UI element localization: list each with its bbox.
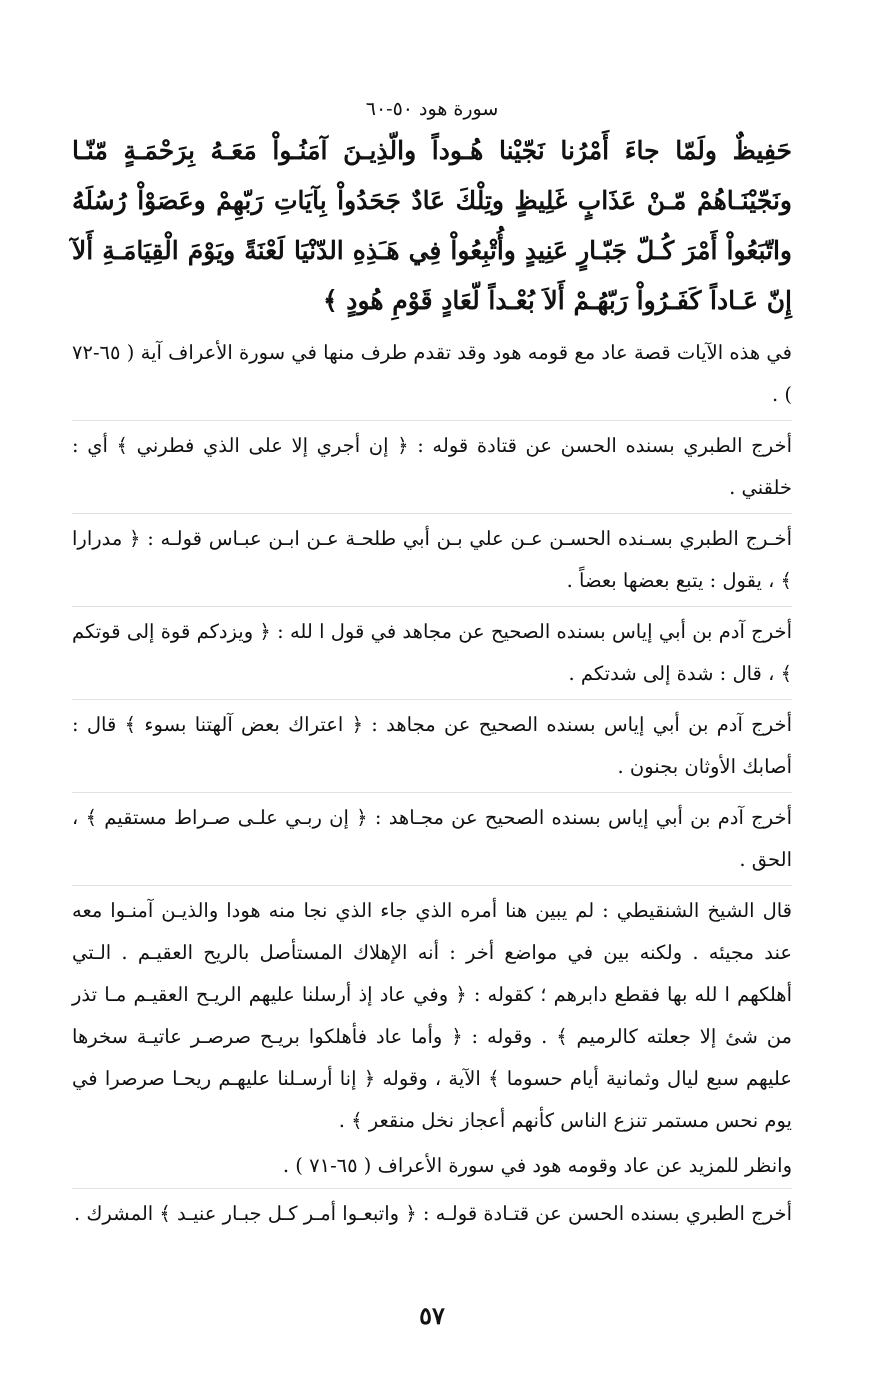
paragraph-mujahid-path: أخرج آدم بن أبي إياس بسنده الصحيح عن مجـاهد : ﴿ إن ربـي علـى صـراط مستقيم ﴾ ، الحق . (72, 806, 792, 871)
paragraph-shanqiti: قال الشيخ الشنقيطي : لم يبين هنا أمره الذي جاء الذي نجا منه هودا والذيـن آمنـوا معه عند مجيئه . ولكنه بين في مواضع أخر : أنه الإهلاك المستأصل بالريح العقيـم . الـتي أهلكهم ا لله بها فقطع دابرهم ؛ كقوله : ﴿ وفي عاد إذ أرسلنا عليهم الريـح العقيـم مـا تذر من شئ إلا جعلته كالرميم ﴾ . وقوله : ﴿ وأما عاد فأهلكوا بريـح صرصـر عاتيـة سخرها عليهم سبع ليال وثمانية أيام حسوما ﴾ الآية ، وقوله ﴿ إنا أرسـلنا عليهـم ريحـا صرصرا في يوم نحس مستمر تنزع الناس كأنهم أعجاز نخل منقعر ﴾ . (72, 899, 792, 1132)
quran-verses: حَفِيظٌ ولَمّا جاءَ أَمْرُنا نَجّيْنا هُـوداً والّذِيـنَ آمَنُـواْ مَعَـهُ بِرَحْمَـةٍ مّنّـا ونَجّيْنَـاهُمْ مّـنْ عَذَابٍ غَلِيظٍ وتِلْكَ عَادٌ جَحَدُواْ بِآيَاتِ رَبّهِمْ وعَصَوْاْ رُسُلَهُ واتّبَعُواْ أَمْرَ كُـلّ جَبّـارٍ عَنِيدٍ وأُتْبِعُواْ فِي هَـَذِهِ الدّنْيَا لَعْنَةً ويَوْمَ الْقِيَامَـةِ أَلآ إِنّ عَـاداً كَفَـرُواْ رَبّهُـمْ أَلاَ بُعْـداً لّعَادٍ قَوْمِ هُودٍ ﴾ (72, 136, 792, 315)
paragraph-mujahid-strength: أخرج آدم بن أبي إياس بسنده الصحيح عن مجاهد في قول ا لله : ﴿ ويزدكم قوة إلى قوتكم ﴾ ، قال : شدة إلى شدتكم . (72, 620, 792, 685)
paragraph-see-also: وانظر للمزيد عن عاد وقومه هود في سورة الأعراف ( ٦٥-٧١ ) . (282, 1154, 792, 1177)
paragraph-intro: في هذه الآيات قصة عاد مع قومه هود وقد تقدم طرف منها في سورة الأعراف آية ( ٦٥-٧٢ ) . (72, 341, 792, 406)
paragraph-divider (72, 792, 792, 793)
paragraph-tabari-follow: أخرج الطبري بسنده الحسن عن قتـادة قولـه : ﴿ واتبعـوا أمـر كـل جبـار عنيـد ﴾ المشرك . (73, 1202, 792, 1225)
paragraph-ibn-abbas: أخـرج الطبري بسـنده الحسـن عـن علي بـن أبي طلحـة عـن ابـن عبـاس قولـه : ﴿ مدرارا ﴾ ، يقول : يتبع بعضها بعضاً . (72, 527, 792, 592)
paragraph-divider (72, 606, 792, 607)
paragraph-divider (72, 885, 792, 886)
paragraph-divider (72, 513, 792, 514)
running-header: سورة هود ٥٠-٦٠ (365, 98, 499, 120)
document-page (72, 96, 792, 1356)
paragraph-divider (72, 1188, 792, 1189)
paragraph-tabari-qatada: أخرج الطبري بسنده الحسن عن قتادة قوله : ﴿ إن أجري إلا على الذي فطرني ﴾ أي : خلقني . (72, 434, 792, 499)
paragraph-divider (72, 420, 792, 421)
paragraph-mujahid-idols: أخرج آدم بن أبي إياس بسنده الصحيح عن مجاهد : ﴿ اعتراك بعض آلهتنا بسوء ﴾ قال : أصابك الأوثان بجنون . (72, 713, 792, 778)
page-number: ٥٧ (419, 1301, 445, 1330)
paragraph-divider (72, 699, 792, 700)
